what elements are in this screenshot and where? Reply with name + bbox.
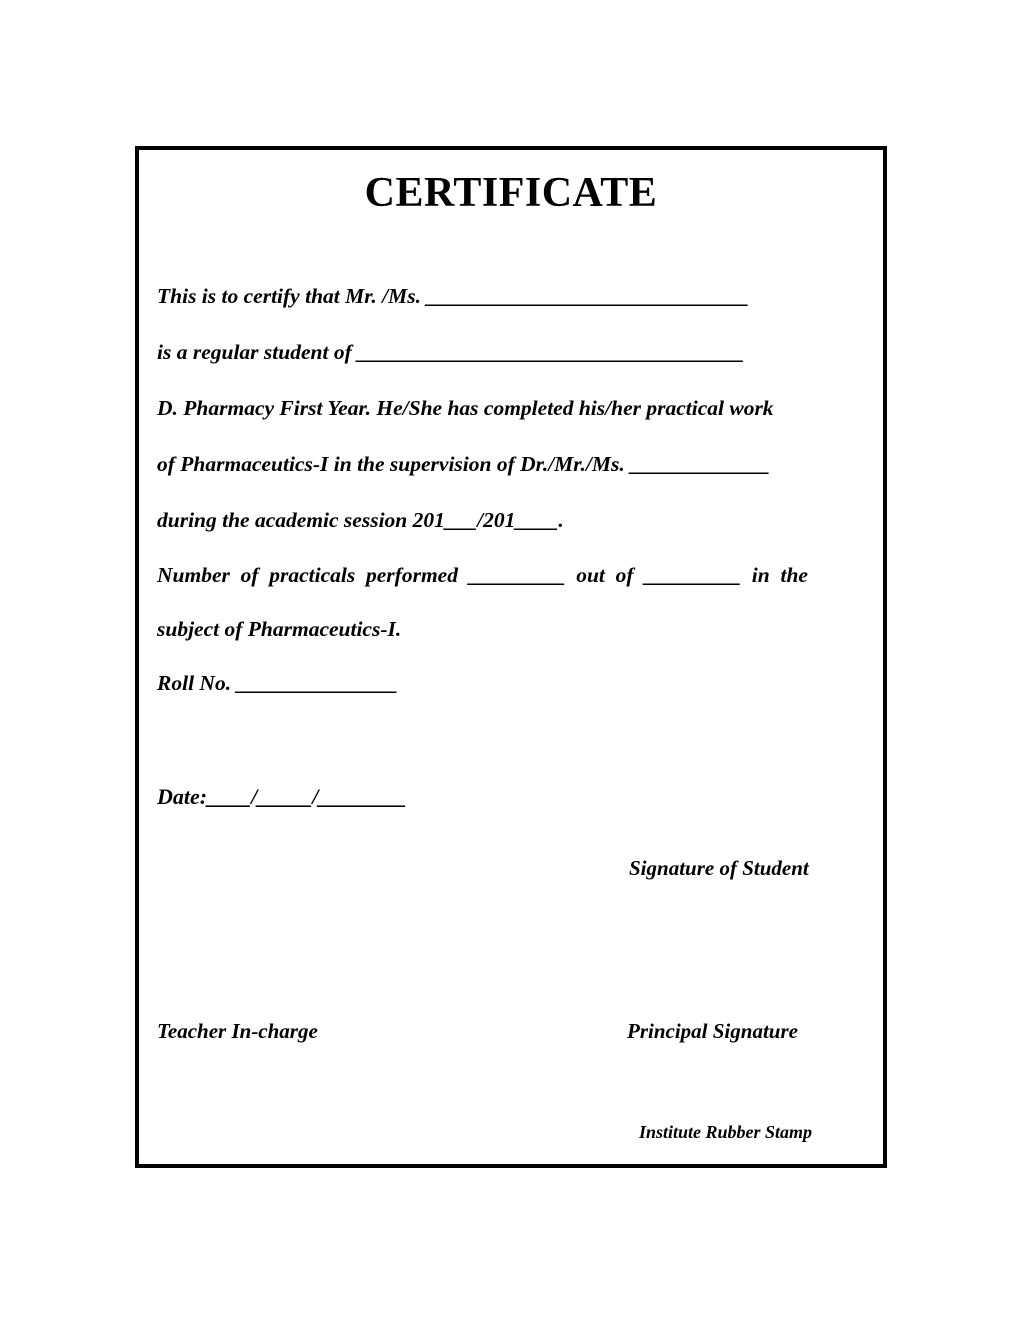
certificate-content xyxy=(139,150,883,1164)
principal-signature-label: Principal Signature xyxy=(627,1019,798,1044)
certify-line-3: D. Pharmacy First Year. He/She has completed his/her practical work xyxy=(157,396,774,421)
certificate-border-box xyxy=(135,146,887,1168)
signature-of-student-label: Signature of Student xyxy=(629,856,809,881)
certify-line-6: Number of practicals performed _________ out of _________ in the xyxy=(157,563,808,588)
roll-no-line: Roll No. _______________ xyxy=(157,671,398,696)
certify-line-4: of Pharmaceutics-I in the supervision of Dr./Mr./Ms. _____________ xyxy=(157,452,770,477)
certify-line-7: subject of Pharmaceutics-I. xyxy=(157,617,402,642)
certificate-title: CERTIFICATE xyxy=(364,170,658,216)
certify-line-2: is a regular student of ____________________________________ xyxy=(157,340,745,365)
certificate-body xyxy=(139,268,883,710)
certify-line-5: during the academic session 201___/201____. xyxy=(157,508,564,533)
spacer-before-date xyxy=(139,710,883,784)
signature-row xyxy=(139,1019,883,1044)
date-line: Date:____/_____/________ xyxy=(157,784,407,810)
institute-rubber-stamp-label: Institute Rubber Stamp xyxy=(639,1122,813,1143)
certify-line-1: This is to certify that Mr. /Ms. ______________________________ xyxy=(157,284,749,309)
teacher-in-charge-label: Teacher In-charge xyxy=(157,1019,318,1044)
